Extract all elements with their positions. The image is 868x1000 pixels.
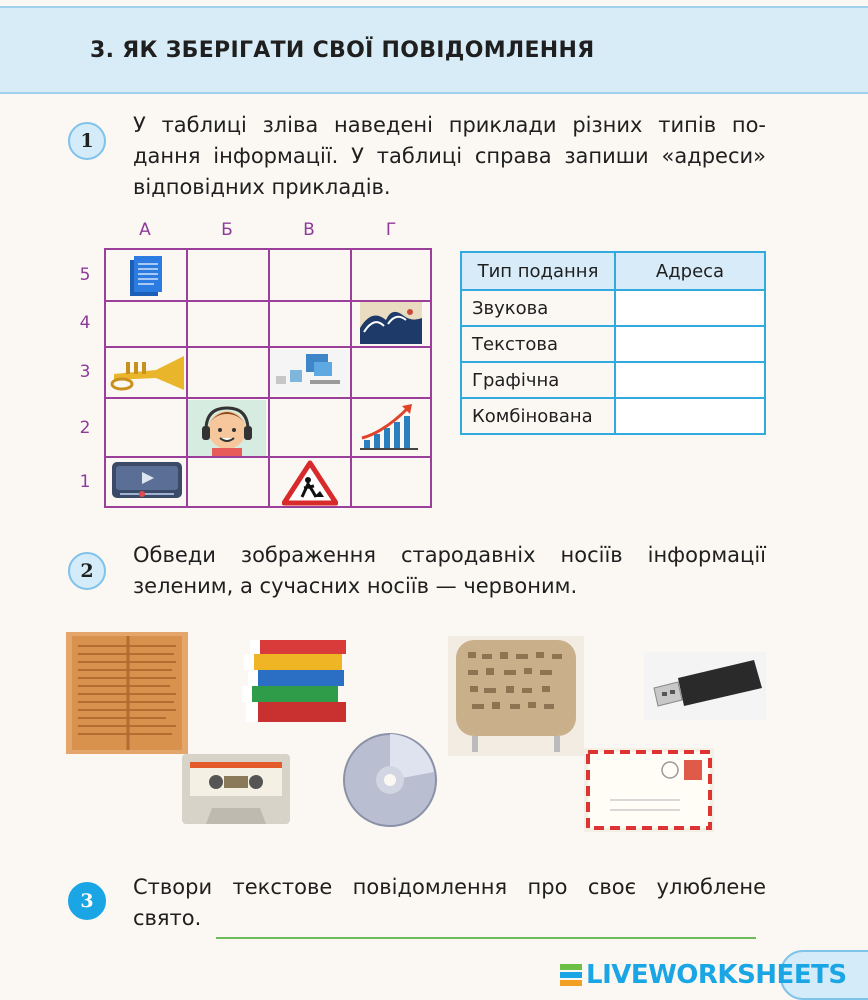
boy-headphones-icon xyxy=(188,400,266,456)
grid-line xyxy=(106,346,430,348)
usb-drive-icon[interactable] xyxy=(644,652,766,720)
liveworksheets-logo xyxy=(560,957,847,993)
trumpet-icon xyxy=(108,352,186,392)
task1-line: У таблиці зліва наведені приклади різних типів по- xyxy=(133,113,766,137)
grid-column-label: Б xyxy=(221,220,233,240)
growth-chart-icon xyxy=(360,402,420,452)
task-number-2: 2 xyxy=(68,552,106,590)
roadwork-sign-icon xyxy=(282,460,338,506)
address-input-cell[interactable] xyxy=(615,326,765,362)
cd-disc-icon[interactable] xyxy=(342,732,438,828)
grid-column-label: А xyxy=(139,220,151,240)
address-input-cell[interactable] xyxy=(615,398,765,434)
task3-line: свято. xyxy=(133,906,202,930)
address-input-cell[interactable] xyxy=(615,362,765,398)
grid-row-label: 4 xyxy=(79,313,91,333)
grid-line xyxy=(106,456,430,458)
table-row xyxy=(461,326,765,362)
books-icon[interactable] xyxy=(240,640,356,726)
grid-row-label: 2 xyxy=(79,418,91,438)
logo-mark-icon xyxy=(560,963,582,987)
presentation-slide-icon xyxy=(270,350,348,394)
grid-line xyxy=(350,250,352,506)
task3-text xyxy=(133,872,766,934)
task2-line: Обведи зображення стародавніх носіїв інформації xyxy=(133,543,766,567)
task-number-3: 3 xyxy=(68,882,106,920)
type-cell: Текстова xyxy=(461,326,615,362)
grid-column-label: Г xyxy=(385,220,397,240)
section-header xyxy=(0,6,868,94)
grid-row-label: 3 xyxy=(79,362,91,382)
document-icon xyxy=(128,254,164,298)
grid-line xyxy=(186,250,188,506)
cassette-icon[interactable] xyxy=(182,754,290,824)
address-input-cell[interactable] xyxy=(615,290,765,326)
logo-text: LIVEWORKSHEETS xyxy=(586,960,847,990)
task2-line: зеленим, а сучасних носіїв — червоним. xyxy=(133,574,578,598)
table-row xyxy=(461,398,765,434)
papyrus-icon[interactable] xyxy=(66,632,188,754)
header-type: Тип подання xyxy=(461,252,615,290)
task1-line: відповідних прикладів. xyxy=(133,175,391,199)
coordinate-grid xyxy=(104,248,432,508)
video-player-icon xyxy=(112,460,182,500)
section-title: 3. ЯК ЗБЕРІГАТИ СВОЇ ПОВІДОМЛЕННЯ xyxy=(90,38,595,63)
type-cell: Звукова xyxy=(461,290,615,326)
envelope-icon[interactable] xyxy=(584,748,714,832)
grid-row-label: 5 xyxy=(79,265,91,285)
header-address: Адреса xyxy=(615,252,765,290)
grid-line xyxy=(106,397,430,399)
table-row xyxy=(461,362,765,398)
task1-line: дання інформації. У таблиці справа запиши «адреси» xyxy=(133,144,766,168)
grid-row-label: 1 xyxy=(79,472,91,492)
type-cell: Графічна xyxy=(461,362,615,398)
type-cell: Комбінована xyxy=(461,398,615,434)
task2-text xyxy=(133,540,766,602)
table-row xyxy=(461,290,765,326)
task-number-1: 1 xyxy=(68,122,106,160)
task3-line: Створи текстове повідомлення про своє улюблене xyxy=(133,875,766,899)
clay-tablet-icon[interactable] xyxy=(448,636,584,756)
wave-painting-icon xyxy=(360,302,422,344)
address-table xyxy=(460,251,766,435)
table-header-row xyxy=(461,252,765,290)
task1-text xyxy=(133,110,766,203)
answer-input-line[interactable] xyxy=(216,937,756,939)
grid-column-label: В xyxy=(303,220,315,240)
